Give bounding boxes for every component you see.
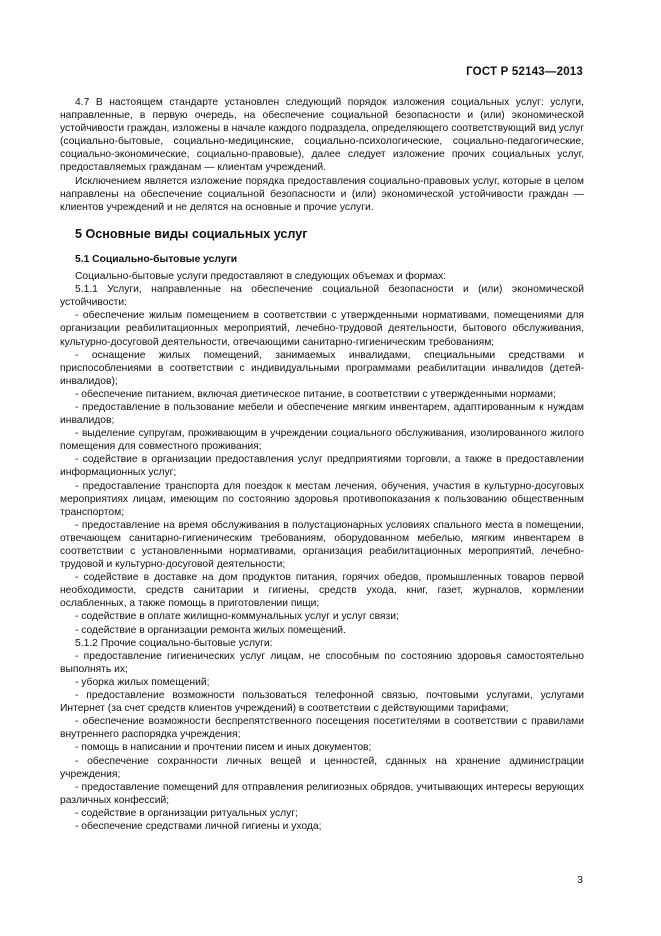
- list-item: - содействие в организации ремонта жилых помещений.: [75, 624, 346, 636]
- list-item: - помощь в написании и прочтении писем и иных документов;: [75, 742, 372, 754]
- page-number: 3: [577, 874, 583, 886]
- list-item: - оснащение жилых помещений, занимаемых инвалидами, специальными средствами и приспособлениями в соответствии с индивидуальными программами реабилитации инвалидов (детей-инвалидов);: [60, 349, 584, 387]
- paragraph-4-7: 4.7 В настоящем стандарте установлен следующий порядок изложения социальных услуг: услуги, направленные, в первую очередь, на обеспечение социальной безопасности и (или) экономической устойчивости граждан, изложены в начале каждого подраздела, определяющего соответствующий вид услуг (социально-бытовые, социально-медицинские, социально-психологические, социально-педагогические, социально-экономические, социально-правовые), далее следует изложение прочих социальных услуг, предоставляемых гражданам — клиентам учреждений.: [60, 97, 584, 174]
- subsection-title: 5.1 Социально-бытовые услуги: [75, 253, 238, 265]
- section-title: 5 Основные виды социальных услуг: [75, 226, 308, 241]
- list-item: - содействие в организации предоставления услуг предприятиями торговли, а также в предоставлении информационных услуг;: [60, 454, 584, 479]
- list-item: - содействие в организации ритуальных услуг;: [75, 807, 298, 819]
- list-item: - предоставление возможности пользоваться телефонной связью, почтовыми услугами, услугами Интернет (за счет средств клиентов учреждений) в соответствии с действующими тарифами;: [60, 690, 584, 715]
- list-item: - уборка жилых помещений;: [75, 676, 210, 688]
- list-item: - содействие в доставке на дом продуктов питания, горячих обедов, промышленных товаров первой необходимости, средств санитарии и гигиены, средств ухода, книг, газет, журналов, кормлении ослабленных, а также помощь в приготовлении пищи;: [60, 572, 584, 610]
- list-item: - обеспечение средствами личной гигиены и ухода;: [75, 820, 322, 832]
- list-item: - предоставление гигиенических услуг лицам, не способным по состоянию здоровья самостоятельно выполнять их;: [60, 650, 584, 675]
- list-item: - предоставление в пользование мебели и обеспечение мягким инвентарем, адаптированным к нуждам инвалидов;: [60, 401, 584, 427]
- list-item: - выделение супругам, проживающим в учреждении социального обслуживания, изолированного жилого помещения для совместного проживания;: [60, 428, 584, 453]
- list-item: - обеспечение возможности беспрепятственного посещения посетителями в соответствии с правилами внутреннего распорядка учреждения;: [60, 716, 584, 741]
- body-paragraph: 5.1.2 Прочие социально-бытовые услуги:: [75, 637, 273, 649]
- paragraph-exception: Исключением является изложение порядка предоставления социально-правовых услуг, которые в целом направлены на обеспечение социальной безопасности и (или) экономической устойчивости граждан — клиентов учреждений и не делятся на основные и прочие услуги.: [60, 175, 584, 213]
- list-item: - предоставление помещений для отправления религиозных обрядов, учитывающих интересы верующих различных конфессий;: [60, 781, 584, 806]
- page-content: [60, 96, 584, 833]
- document-header: ГОСТ Р 52143—2013: [466, 66, 583, 78]
- body-paragraph: 5.1.1 Услуги, направленные на обеспечение социальной безопасности и (или) экономической устойчивости:: [60, 284, 584, 309]
- list-item: - предоставление транспорта для поездок к местам лечения, обучения, участия в культурно-досуговых мероприятиях лицам, имеющим по состоянию здоровья противопоказания к пользованию общественным транспортом;: [60, 480, 584, 518]
- list-item: - обеспечение жилым помещением в соответствии с утвержденными нормативами, помещениями для организации реабилитационных мероприятий, лечебно-трудовой деятельности, бытового обслуживания, культурно-досуговой деятельности, отвечающими санитарно-гигиеническим требованиям;: [60, 310, 584, 348]
- body-paragraph: Социально-бытовые услуги предоставляют в следующих объемах и формах:: [75, 271, 447, 283]
- list-item: - обеспечение сохранности личных вещей и ценностей, сданных на хранение администрации учреждения;: [60, 755, 584, 780]
- list-item: - содействие в оплате жилищно-коммунальных услуг и услуг связи;: [75, 611, 399, 623]
- list-item: - обеспечение питанием, включая диетическое питание, в соответствии с утвержденными нормами;: [75, 388, 556, 400]
- list-item: - предоставление на время обслуживания в полустационарных условиях спального места в помещении, отвечающем санитарно-гигиеническим требованиям, оборудованном мебелью, мягким инвентарем в соответствии с установленными нормативами, организация реабилитационных мероприятий, лечебно-трудовой и культурно-досуговой деятельности;: [60, 519, 584, 571]
